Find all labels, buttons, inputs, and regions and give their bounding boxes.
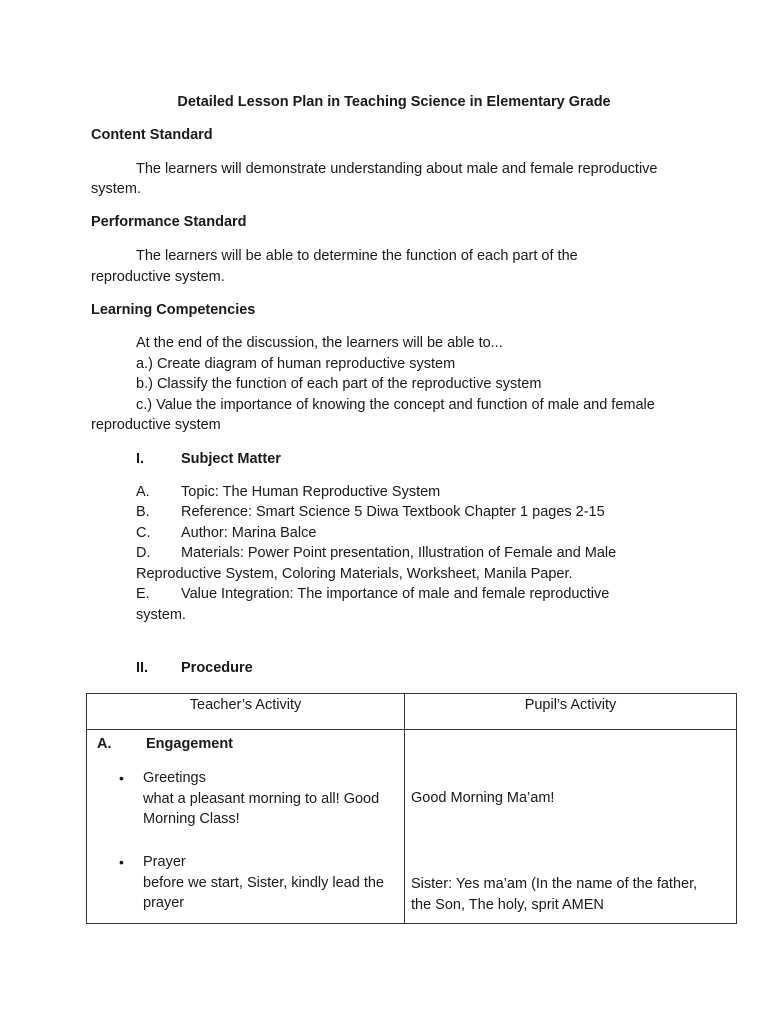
greetings-response: Good Morning Ma’am! bbox=[411, 790, 555, 806]
prayer-line1: before we start, Sister, kindly lead the bbox=[143, 875, 384, 891]
prayer-line2: prayer bbox=[143, 895, 185, 911]
subject-item-value-integration-cont: system. bbox=[136, 607, 186, 623]
subject-matter-numeral: I. bbox=[136, 451, 145, 467]
content-standard-heading: Content Standard bbox=[91, 127, 213, 143]
subject-item-letter: A. bbox=[136, 484, 150, 500]
engagement-letter: A. bbox=[97, 736, 112, 752]
performance-standard-line1: The learners will be able to determine the function of each part of the bbox=[136, 248, 578, 264]
subject-item-author: Author: Marina Balce bbox=[181, 525, 317, 541]
pupil-activity-cell bbox=[405, 730, 737, 924]
subject-item-materials-cont: Reproductive System, Coloring Materials, Worksheet, Manila Paper. bbox=[136, 566, 573, 582]
procedure-table bbox=[86, 693, 737, 924]
procedure-heading: Procedure bbox=[181, 660, 253, 676]
subject-matter-heading: Subject Matter bbox=[181, 451, 281, 467]
subject-item-materials: Materials: Power Point presentation, Illustration of Female and Male bbox=[181, 545, 617, 561]
greetings-line2: Morning Class! bbox=[143, 811, 240, 827]
prayer-label: Prayer bbox=[143, 854, 186, 870]
bullet-icon: • bbox=[119, 854, 124, 870]
teacher-activity-cell bbox=[87, 730, 405, 924]
bullet-icon: • bbox=[119, 770, 124, 786]
content-standard-line2: system. bbox=[91, 181, 141, 197]
greetings-label: Greetings bbox=[143, 770, 206, 786]
subject-item-topic: Topic: The Human Reproductive System bbox=[181, 484, 441, 500]
subject-item-letter: D. bbox=[136, 545, 151, 561]
pupil-activity-label: Pupil’s Activity bbox=[524, 697, 617, 713]
engagement-heading: Engagement bbox=[146, 736, 234, 752]
learning-competencies-intro: At the end of the discussion, the learners will be able to... bbox=[136, 335, 503, 351]
learning-competencies-heading: Learning Competencies bbox=[91, 302, 256, 318]
prayer-response-line2: the Son, The holy, sprit AMEN bbox=[411, 897, 604, 913]
performance-standard-line2: reproductive system. bbox=[91, 269, 225, 285]
subject-item-letter: E. bbox=[136, 586, 150, 602]
content-standard-line1: The learners will demonstrate understanding about male and female reproductive bbox=[136, 161, 658, 177]
procedure-numeral: II. bbox=[136, 660, 149, 676]
performance-standard-heading: Performance Standard bbox=[91, 214, 247, 230]
prayer-response-line1: Sister: Yes ma’am (In the name of the father, bbox=[411, 876, 698, 892]
subject-item-letter: C. bbox=[136, 525, 151, 541]
procedure-table-header bbox=[87, 694, 737, 730]
competency-c-line2: reproductive system bbox=[91, 417, 221, 433]
greetings-line1: what a pleasant morning to all! Good bbox=[143, 791, 380, 807]
teacher-activity-header bbox=[87, 694, 405, 730]
competency-c-line1: c.) Value the importance of knowing the concept and function of male and female bbox=[136, 397, 655, 413]
document-title: Detailed Lesson Plan in Teaching Science in Elementary Grade bbox=[177, 94, 611, 110]
teacher-activity-label: Teacher’s Activity bbox=[189, 697, 302, 713]
pupil-activity-header bbox=[405, 694, 737, 730]
subject-item-value-integration: Value Integration: The importance of male and female reproductive bbox=[181, 586, 610, 602]
subject-item-reference: Reference: Smart Science 5 Diwa Textbook Chapter 1 pages 2-15 bbox=[181, 504, 605, 520]
table-row bbox=[87, 730, 737, 924]
subject-item-letter: B. bbox=[136, 504, 150, 520]
competency-b: b.) Classify the function of each part of the reproductive system bbox=[136, 376, 542, 392]
competency-a: a.) Create diagram of human reproductive system bbox=[136, 356, 456, 372]
